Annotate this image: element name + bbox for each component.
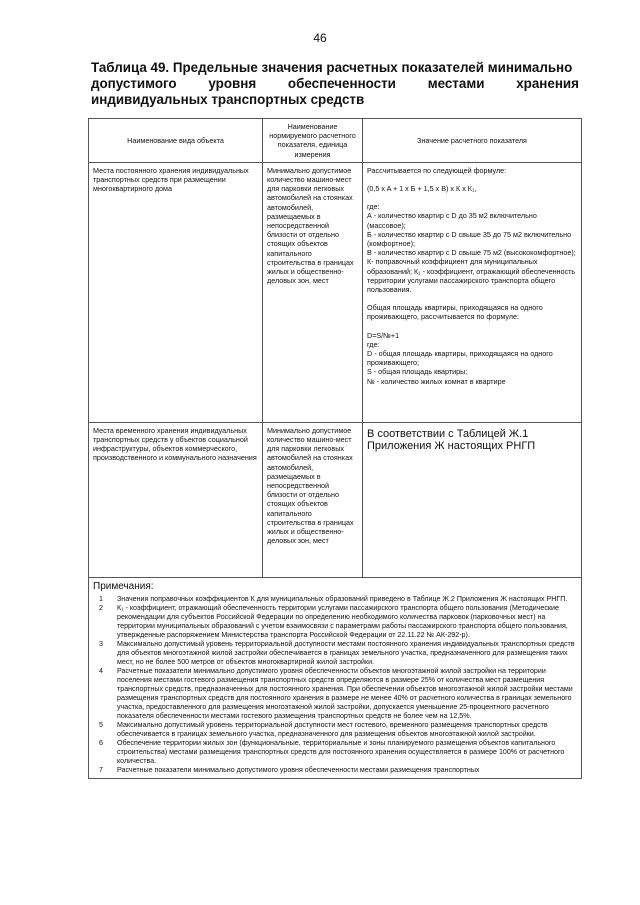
note-number: 6 — [99, 738, 103, 747]
note-item — [93, 766, 577, 775]
value-line-gap — [367, 294, 577, 303]
value-line: где: — [367, 202, 380, 212]
page-number: 46 — [313, 31, 327, 45]
note-item — [93, 667, 577, 721]
note-number: 1 — [99, 594, 103, 603]
title-word: уровня — [208, 76, 257, 91]
row1-value — [363, 162, 582, 422]
note-text: К₁ - коэффициент, отражающий обеспеченность территории услугами пассажирского транспорта общего пользования (Методические рекомендации для субъектов Российской Федерации по определению необходимого количества парковок (парковочных мест) на территории муниципальных образований с учетом взаимосвязи с параметрами работы пассажирского транспорта общего пользования, утвержденные распоряжением Министерства транспорта Российской Федерации от 22.11.22 № АК-292-р). — [117, 603, 568, 639]
note-number: 2 — [99, 603, 103, 612]
note-text: Значения поправочных коэффициентов К для муниципальных образований приведено в Таблице Ж.2 Приложения Ж настоящих РНГП. — [117, 594, 568, 603]
note-item — [93, 640, 577, 667]
note-item — [93, 595, 577, 604]
note-text: Расчетные показатели минимально допустимого уровня обеспеченности местами размещения транспортных — [117, 765, 480, 774]
value-line: К- поправочный коэффициент для муниципальных образований; К₁ - коэффициент, отражающий обеспеченность территории услугами пассажирского транспорта общего пользования. — [367, 257, 576, 295]
row2-value — [363, 422, 582, 577]
note-item — [93, 604, 577, 640]
value-line: D=S/№+1 — [367, 330, 400, 340]
value-line-gap — [367, 175, 577, 184]
title-word: хранения — [516, 76, 579, 91]
value-line: Б - количество квартир с D свыше 35 до 75 м2 включительно (комфортное); — [367, 229, 572, 249]
note-text: Расчетные показатели минимально допустимого уровня обеспеченности объектов многоэтажной жилой застройки на территории поселения местами гостевого размещения транспортных средств определяются в размере 25% от количества мест размещения транспортных средств, предназначенных для постоянного хранения. При обеспечении объектов многоэтажной жилой застройки местами размещения транспортных средств для постоянного хранения в размере не менее 40% от расчетного количества в границах земельного участка, предоставленного для размещения многоэтажной жилой застройки, допускается уменьшение 25-процентного расчетного показателя обеспеченности местами гостевого размещения транспортных средств не более чем на 12,5%. — [117, 666, 573, 720]
row2-value-text: В соответствии с Таблицей Ж.1 Приложения Ж настоящих РНГП — [367, 427, 536, 453]
value-line: S - общая площадь квартиры; — [367, 367, 468, 377]
row1-object: Места постоянного хранения индивидуальных транспортных средств при размещении многоквартирного дома — [89, 162, 263, 422]
parking-norms-table — [88, 118, 582, 779]
note-number: 5 — [99, 720, 103, 729]
value-line: Рассчитывается по следующей формуле: — [367, 165, 507, 175]
note-text: Обеспечение территории жилых зон (функциональные, территориальные и зоны планируемого размещения объектов капитального строительства) местами размещения транспортных средств для постоянного хранения осуществляется в размере 100% от расчетного количества. — [117, 738, 565, 765]
header-value: Значение расчетного показателя — [363, 119, 582, 163]
note-item — [93, 739, 577, 766]
note-item — [93, 721, 577, 739]
value-line-gap — [367, 322, 577, 331]
value-line-gap — [367, 193, 577, 202]
note-text: Максимально допустимый уровень территориальной доступности местами постоянного хранения индивидуальных транспортных средств для объектов многоэтажной жилой застройки обеспечивается в границах земельного участка, предназначенного для размещения таких мест, но не более 500 метров от объектов многоквартирной жилой застройки. — [117, 639, 575, 666]
table-row — [89, 162, 582, 422]
title-word: допустимого — [91, 76, 177, 91]
note-text: Максимально допустимый уровень территориальной доступности мест гостевого, временного размещения транспортных средств обеспечивается в границах земельного участка, предназначенного для размещения объектов многоэтажной жилой застройки. — [117, 720, 548, 738]
value-line: В - количество квартир с D свыше 75 м2 (высококомфортное); — [367, 248, 576, 258]
note-number: 3 — [99, 639, 103, 648]
value-line: № - количество жилых комнат в квартире — [367, 376, 506, 386]
title-word: обеспеченности — [287, 76, 396, 91]
row1-value-lines — [367, 166, 577, 386]
notes-title: Примечания: — [93, 580, 154, 592]
value-line: А - количество квартир с D до 35 м2 включительно (массовое); — [367, 211, 537, 230]
title-word: местами — [427, 76, 485, 91]
table-header-row — [89, 119, 582, 163]
notes-row — [89, 577, 582, 778]
note-number: 4 — [99, 666, 103, 675]
row1-indicator: Минимально допустимое количество машино-мест для парковки легковых автомобилей на стоянках автомобилей, размещаемых в непосредственной близости от отдельно стоящих объектов капитального строительства в границах жилых и общественно-деловых зон, мест — [263, 162, 363, 422]
table-title — [91, 60, 579, 108]
title-line-2 — [91, 76, 579, 92]
title-line-1: Таблица 49. Предельные значения расчетных показателей минимально — [91, 60, 573, 75]
note-number: 7 — [99, 765, 103, 774]
value-line: D - общая площадь квартиры, приходящаяся на одного проживающего; — [367, 349, 553, 368]
value-line: (0,5 x A + 1 x Б + 1,5 x В) x К x К₁, — [367, 184, 477, 194]
row2-indicator: Минимально допустимое количество машино-мест для парковки легковых автомобилей на стоянках автомобилей, размещаемых в непосредственной близости от отдельно стоящих объектов капитального строительства в границах жилых и общественно-деловых зон, мест — [263, 422, 363, 577]
title-line-3: индивидуальных транспортных средств — [91, 92, 365, 107]
row2-object: Места временного хранения индивидуальных транспортных средств у объектов социальной инфраструктуры, объектов коммерческого, производственного и коммунального назначения — [89, 422, 263, 577]
value-line: где: — [367, 339, 380, 349]
table-row — [89, 422, 582, 577]
header-indicator: Наименование нормируемого расчетного показателя, единица измерения — [263, 119, 363, 163]
value-line: Общая площадь квартиры, приходящаяся на одного проживающего, рассчитывается по формуле: — [367, 303, 543, 322]
header-object-type: Наименование вида объекта — [89, 119, 263, 163]
notes-cell — [89, 577, 582, 778]
